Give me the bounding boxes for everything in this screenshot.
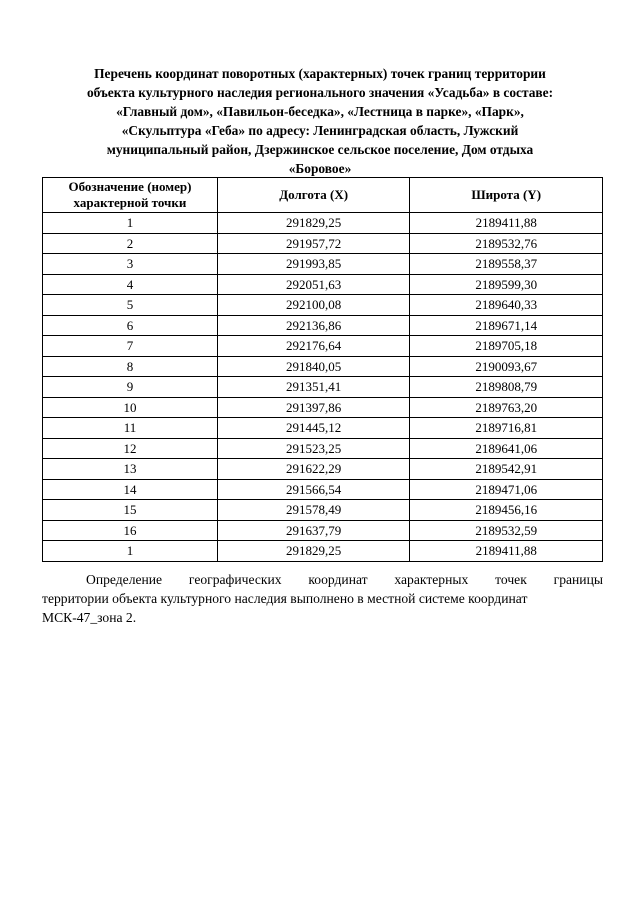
title-line: объекта культурного наследия регионального значения «Усадьба» в составе: <box>86 85 554 100</box>
title-line: Перечень координат поворотных (характерных) точек границ территории <box>94 66 546 81</box>
cell-point-number: 16 <box>43 520 218 541</box>
cell-longitude: 292051,63 <box>217 274 410 295</box>
table-row <box>43 479 603 500</box>
cell-latitude: 2189558,37 <box>410 254 603 275</box>
cell-latitude: 2189599,30 <box>410 274 603 295</box>
cell-longitude: 291993,85 <box>217 254 410 275</box>
cell-point-number: 1 <box>43 213 218 234</box>
cell-point-number: 7 <box>43 336 218 357</box>
cell-latitude: 2189763,20 <box>410 397 603 418</box>
table-row <box>43 233 603 254</box>
cell-point-number: 11 <box>43 418 218 439</box>
cell-longitude: 291566,54 <box>217 479 410 500</box>
note-paragraph <box>42 570 603 627</box>
cell-latitude: 2189411,88 <box>410 213 603 234</box>
cell-latitude: 2189456,16 <box>410 500 603 521</box>
cell-latitude: 2189671,14 <box>410 315 603 336</box>
table-row <box>43 418 603 439</box>
cell-longitude: 292136,86 <box>217 315 410 336</box>
cell-latitude: 2189808,79 <box>410 377 603 398</box>
table-row <box>43 500 603 521</box>
table-row <box>43 336 603 357</box>
cell-latitude: 2189640,33 <box>410 295 603 316</box>
table-row <box>43 315 603 336</box>
cell-longitude: 291578,49 <box>217 500 410 521</box>
table-row <box>43 397 603 418</box>
cell-longitude: 291829,25 <box>217 541 410 562</box>
cell-latitude: 2189542,91 <box>410 459 603 480</box>
table-row <box>43 213 603 234</box>
table-row <box>43 459 603 480</box>
cell-longitude: 291829,25 <box>217 213 410 234</box>
cell-latitude: 2189705,18 <box>410 336 603 357</box>
cell-point-number: 8 <box>43 356 218 377</box>
cell-longitude: 292176,64 <box>217 336 410 357</box>
cell-latitude: 2189532,76 <box>410 233 603 254</box>
cell-longitude: 291397,86 <box>217 397 410 418</box>
header-longitude: Долгота (X) <box>217 178 410 213</box>
cell-latitude: 2189641,06 <box>410 438 603 459</box>
cell-longitude: 291637,79 <box>217 520 410 541</box>
cell-latitude: 2190093,67 <box>410 356 603 377</box>
table-row <box>43 274 603 295</box>
cell-point-number: 13 <box>43 459 218 480</box>
note-line: Определение географических координат характерных точек границы <box>86 572 603 587</box>
cell-point-number: 14 <box>43 479 218 500</box>
title-line: «Боровое» <box>288 161 352 176</box>
header-point-line2: характерной точки <box>73 195 187 210</box>
cell-longitude: 291351,41 <box>217 377 410 398</box>
cell-point-number: 6 <box>43 315 218 336</box>
cell-point-number: 5 <box>43 295 218 316</box>
coordinates-table <box>42 177 603 562</box>
cell-longitude: 291840,05 <box>217 356 410 377</box>
title-line: муниципальный район, Дзержинское сельское поселение, Дом отдыха <box>106 142 534 157</box>
table-row <box>43 295 603 316</box>
cell-point-number: 3 <box>43 254 218 275</box>
header-latitude: Широта (Y) <box>410 178 603 213</box>
cell-longitude: 291622,29 <box>217 459 410 480</box>
cell-latitude: 2189471,06 <box>410 479 603 500</box>
cell-longitude: 291523,25 <box>217 438 410 459</box>
cell-longitude: 291957,72 <box>217 233 410 254</box>
table-row <box>43 356 603 377</box>
cell-longitude: 291445,12 <box>217 418 410 439</box>
table-row <box>43 254 603 275</box>
title-line: «Главный дом», «Павильон-беседка», «Лестница в парке», «Парк», <box>116 104 524 119</box>
cell-point-number: 4 <box>43 274 218 295</box>
cell-point-number: 10 <box>43 397 218 418</box>
cell-latitude: 2189716,81 <box>410 418 603 439</box>
cell-point-number: 2 <box>43 233 218 254</box>
note-line: территории объекта культурного наследия выполнено в местной системе координат <box>42 591 528 606</box>
document-title <box>60 64 580 178</box>
note-line: МСК-47_зона 2. <box>42 610 137 625</box>
header-point-line1: Обозначение (номер) <box>68 179 192 194</box>
cell-point-number: 12 <box>43 438 218 459</box>
header-point-number <box>43 178 218 213</box>
table-row <box>43 438 603 459</box>
table-row <box>43 520 603 541</box>
cell-latitude: 2189411,88 <box>410 541 603 562</box>
title-line: «Скульптура «Геба» по адресу: Ленинградская область, Лужский <box>121 123 519 138</box>
cell-latitude: 2189532,59 <box>410 520 603 541</box>
table-row <box>43 377 603 398</box>
cell-point-number: 9 <box>43 377 218 398</box>
table-row <box>43 541 603 562</box>
cell-point-number: 15 <box>43 500 218 521</box>
cell-longitude: 292100,08 <box>217 295 410 316</box>
table-header-row <box>43 178 603 213</box>
cell-point-number: 1 <box>43 541 218 562</box>
